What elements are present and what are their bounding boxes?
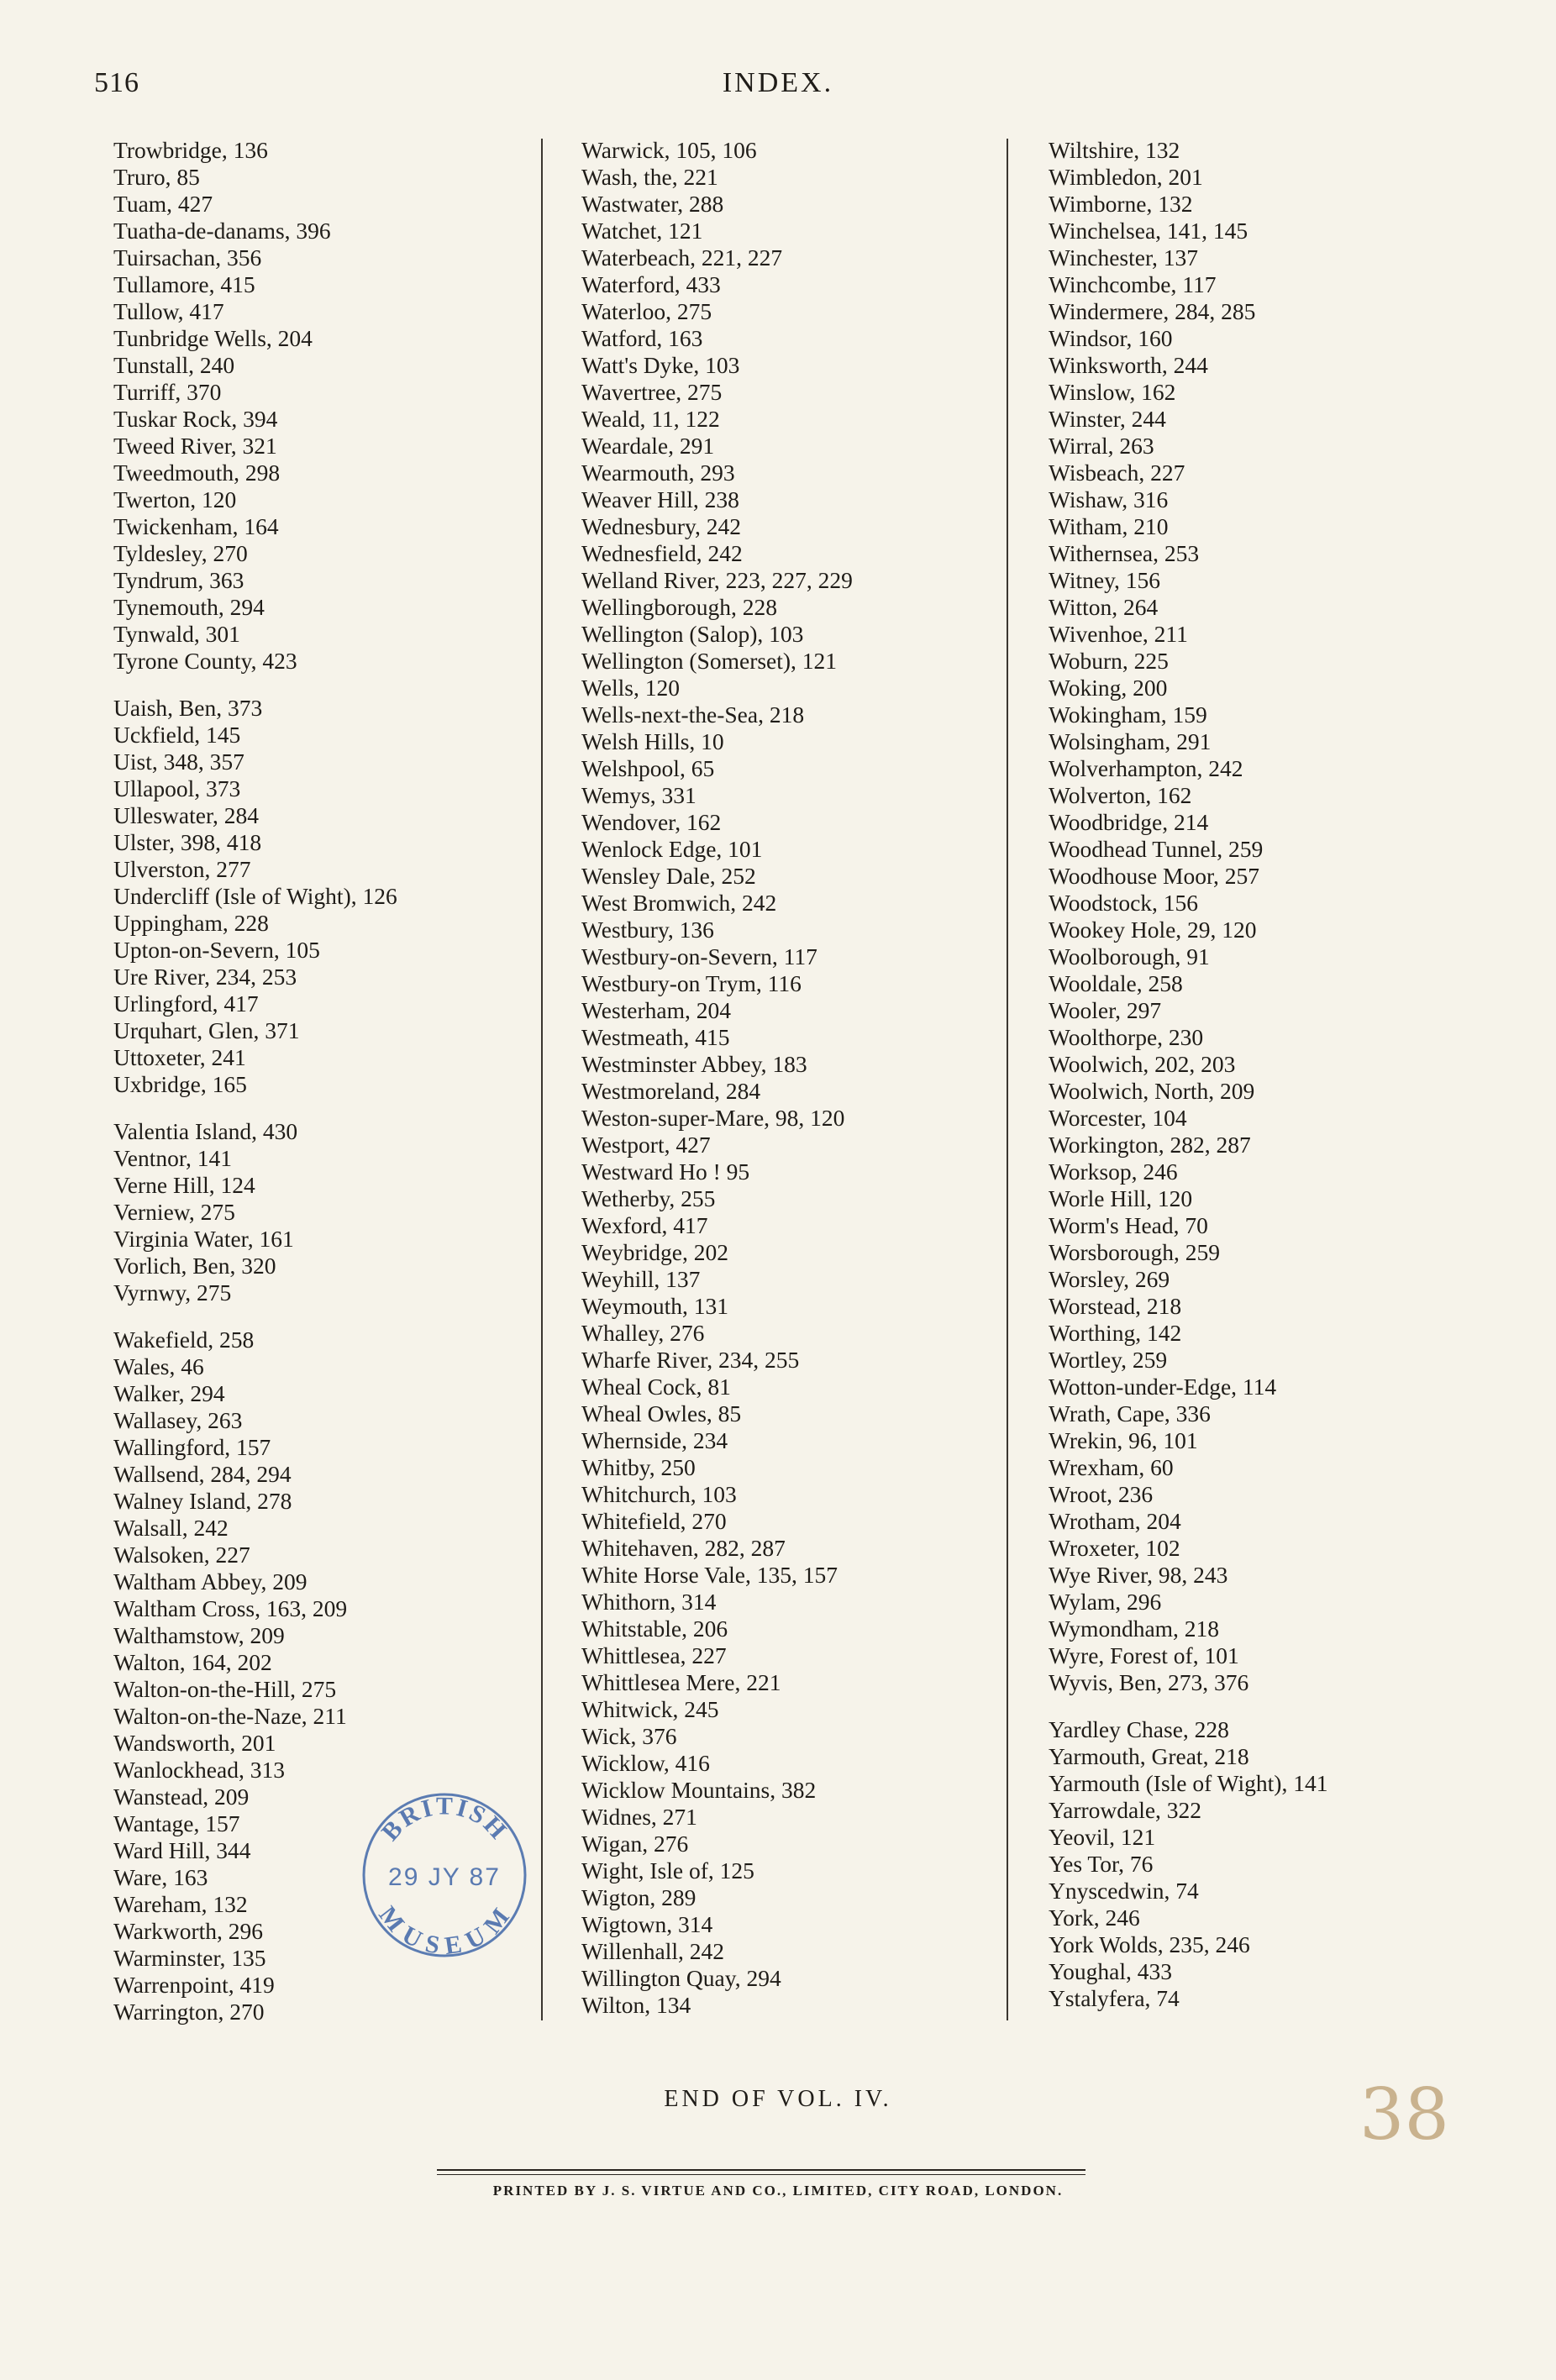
index-entry: Tuirsachan, 356 bbox=[113, 244, 262, 271]
index-entry: Westward Ho ! 95 bbox=[581, 1158, 750, 1185]
index-entry: Wavertree, 275 bbox=[581, 379, 723, 405]
index-entry: Virginia Water, 161 bbox=[113, 1226, 294, 1252]
index-entry: Wantage, 157 bbox=[113, 1810, 240, 1836]
index-entry: Wednesbury, 242 bbox=[581, 513, 741, 539]
index-entry: Westbury-on Trym, 116 bbox=[581, 970, 802, 996]
index-entry: Tweedmouth, 298 bbox=[113, 460, 281, 486]
index-entry: Wye River, 98, 243 bbox=[1049, 1562, 1228, 1588]
index-entry: Wicklow, 416 bbox=[581, 1750, 710, 1776]
index-entry: Ward Hill, 344 bbox=[113, 1837, 251, 1863]
index-entry: Twerton, 120 bbox=[113, 486, 237, 512]
index-entry: Worthing, 142 bbox=[1049, 1320, 1182, 1346]
index-entry: Weaver Hill, 238 bbox=[581, 486, 739, 512]
index-entry: Winchcombe, 117 bbox=[1049, 271, 1217, 297]
index-entry: Wheal Owles, 85 bbox=[581, 1400, 742, 1426]
index-entry: Wishaw, 316 bbox=[1049, 486, 1169, 512]
index-entry: Winchelsea, 141, 145 bbox=[1049, 218, 1248, 244]
index-entry: York Wolds, 235, 246 bbox=[1049, 1931, 1250, 1957]
index-entry: Winksworth, 244 bbox=[1049, 352, 1208, 378]
index-entry: Wirral, 263 bbox=[1049, 433, 1154, 459]
index-entry: Valentia Island, 430 bbox=[113, 1118, 298, 1144]
index-entry: Wigton, 289 bbox=[581, 1884, 697, 1910]
index-entry: Ulverston, 277 bbox=[113, 856, 251, 882]
index-entry: Wallingford, 157 bbox=[113, 1434, 271, 1460]
index-entry: Weybridge, 202 bbox=[581, 1239, 728, 1265]
index-entry: Warwick, 105, 106 bbox=[581, 137, 757, 163]
group-separator bbox=[1049, 1696, 1485, 1716]
index-entry: Wroot, 236 bbox=[1049, 1481, 1154, 1507]
index-entry: Weyhill, 137 bbox=[581, 1266, 701, 1292]
index-entry: Wrekin, 96, 101 bbox=[1049, 1427, 1198, 1453]
page-number: 516 bbox=[94, 67, 139, 98]
index-entry: Uaish, Ben, 373 bbox=[113, 695, 263, 721]
index-entry: Woodstock, 156 bbox=[1049, 890, 1199, 916]
index-entry: Warminster, 135 bbox=[113, 1945, 266, 1971]
index-entry: Twickenham, 164 bbox=[113, 513, 279, 539]
index-entry: Whitchurch, 103 bbox=[581, 1481, 737, 1507]
index-entry: Westmeath, 415 bbox=[581, 1024, 730, 1050]
column-rule-right bbox=[1007, 139, 1008, 2020]
index-entry: Wallasey, 263 bbox=[113, 1407, 243, 1433]
index-entry: Wisbeach, 227 bbox=[1049, 460, 1185, 486]
index-entry: Ulleswater, 284 bbox=[113, 802, 260, 828]
index-entry: Worsley, 269 bbox=[1049, 1266, 1170, 1292]
index-entry: Whalley, 276 bbox=[581, 1320, 705, 1346]
index-entry: Watchet, 121 bbox=[581, 218, 703, 244]
end-of-volume-note: END OF VOL. IV. bbox=[664, 2086, 892, 2112]
index-entry: Whernside, 234 bbox=[581, 1427, 728, 1453]
index-entry: Walsoken, 227 bbox=[113, 1542, 250, 1568]
index-entry: Windsor, 160 bbox=[1049, 325, 1173, 351]
index-entry: Waltham Cross, 163, 209 bbox=[113, 1595, 348, 1621]
index-entry: Wigtown, 314 bbox=[581, 1911, 713, 1937]
index-entry: Winchester, 137 bbox=[1049, 244, 1199, 271]
index-entry: Uppingham, 228 bbox=[113, 910, 269, 936]
index-entry: Wivenhoe, 211 bbox=[1049, 621, 1188, 647]
index-entry: Walton, 164, 202 bbox=[113, 1649, 272, 1675]
index-entry: Wales, 46 bbox=[113, 1353, 204, 1379]
index-entry: Truro, 85 bbox=[113, 164, 200, 190]
index-entry: Undercliff (Isle of Wight), 126 bbox=[113, 883, 397, 909]
index-entry: Watt's Dyke, 103 bbox=[581, 352, 740, 378]
index-entry: Wallsend, 284, 294 bbox=[113, 1461, 292, 1487]
index-entry: Yes Tor, 76 bbox=[1049, 1851, 1154, 1877]
index-entry: Westminster Abbey, 183 bbox=[581, 1051, 807, 1077]
index-entry: Willington Quay, 294 bbox=[581, 1965, 781, 1991]
index-entry: Uckfield, 145 bbox=[113, 722, 241, 748]
index-entry: Wotton-under-Edge, 114 bbox=[1049, 1374, 1277, 1400]
stamp-bottom-text: MUSEUM bbox=[373, 1901, 517, 1961]
index-entry: Whitwick, 245 bbox=[581, 1696, 719, 1722]
index-entry: Woburn, 225 bbox=[1049, 648, 1169, 674]
index-entry: Verniew, 275 bbox=[113, 1199, 235, 1225]
index-entry: Yarrowdale, 322 bbox=[1049, 1797, 1202, 1823]
index-entry: Wendover, 162 bbox=[581, 809, 722, 835]
index-entry: Vyrnwy, 275 bbox=[113, 1279, 232, 1306]
index-entry: Walsall, 242 bbox=[113, 1515, 229, 1541]
index-entry: Weston-super-Mare, 98, 120 bbox=[581, 1105, 845, 1131]
index-entry: Waterford, 433 bbox=[581, 271, 721, 297]
index-column-3 bbox=[1049, 137, 1485, 2012]
index-entry: Walton-on-the-Naze, 211 bbox=[113, 1703, 347, 1729]
index-entry: Urlingford, 417 bbox=[113, 990, 259, 1017]
index-entry: Weald, 11, 122 bbox=[581, 406, 720, 432]
index-entry: Yarmouth (Isle of Wight), 141 bbox=[1049, 1770, 1328, 1796]
index-column-1 bbox=[113, 137, 534, 2025]
index-entry: Yeovil, 121 bbox=[1049, 1824, 1156, 1850]
index-entry: Wednesfield, 242 bbox=[581, 540, 743, 566]
stamp-date: 29 JY 87 bbox=[388, 1863, 501, 1891]
index-entry: Willenhall, 242 bbox=[581, 1938, 724, 1964]
index-entry: York, 246 bbox=[1049, 1905, 1140, 1931]
index-entry: Weardale, 291 bbox=[581, 433, 715, 459]
index-letter-group bbox=[113, 1118, 534, 1306]
index-entry: Wolverhampton, 242 bbox=[1049, 755, 1243, 781]
british-museum-stamp bbox=[350, 1781, 539, 1970]
index-entry: Ynyscedwin, 74 bbox=[1049, 1878, 1199, 1904]
index-entry: Wells-next-the-Sea, 218 bbox=[581, 701, 805, 728]
index-entry: West Bromwich, 242 bbox=[581, 890, 777, 916]
group-separator bbox=[113, 1306, 534, 1327]
index-entry: Wight, Isle of, 125 bbox=[581, 1857, 754, 1884]
index-entry: Wooler, 297 bbox=[1049, 997, 1162, 1023]
index-entry: Watford, 163 bbox=[581, 325, 703, 351]
index-entry: Tuskar Rock, 394 bbox=[113, 406, 278, 432]
index-entry: Tyndrum, 363 bbox=[113, 567, 244, 593]
index-entry: Uttoxeter, 241 bbox=[113, 1044, 246, 1070]
index-entry: Worcester, 104 bbox=[1049, 1105, 1187, 1131]
index-entry: Trowbridge, 136 bbox=[113, 137, 268, 163]
index-entry: Turriff, 370 bbox=[113, 379, 222, 405]
index-entry: Tyldesley, 270 bbox=[113, 540, 248, 566]
printer-imprint: PRINTED BY J. S. VIRTUE AND CO., LIMITED, CITY ROAD, LONDON. bbox=[492, 2183, 1064, 2199]
index-entry: Wenlock Edge, 101 bbox=[581, 836, 763, 862]
index-entry: Witton, 264 bbox=[1049, 594, 1159, 620]
index-letter-group bbox=[581, 137, 1001, 2019]
index-entry: Westbury-on-Severn, 117 bbox=[581, 943, 817, 969]
index-entry: Worm's Head, 70 bbox=[1049, 1212, 1208, 1238]
index-entry: Verne Hill, 124 bbox=[113, 1172, 255, 1198]
index-entry: White Horse Vale, 135, 157 bbox=[581, 1562, 838, 1588]
index-entry: Walton-on-the-Hill, 275 bbox=[113, 1676, 337, 1702]
index-entry: Waltham Abbey, 209 bbox=[113, 1568, 308, 1595]
index-entry: Woodhead Tunnel, 259 bbox=[1049, 836, 1264, 862]
index-entry: Ventnor, 141 bbox=[113, 1145, 232, 1171]
index-entry: Warrington, 270 bbox=[113, 1999, 265, 2025]
index-entry: Tuam, 427 bbox=[113, 191, 213, 217]
index-entry: Whittlesea, 227 bbox=[581, 1642, 727, 1668]
index-column-2 bbox=[581, 137, 1001, 2019]
index-entry: Wemys, 331 bbox=[581, 782, 697, 808]
index-entry: Ware, 163 bbox=[113, 1864, 208, 1890]
index-entry: Wooldale, 258 bbox=[1049, 970, 1183, 996]
index-entry: Wimbledon, 201 bbox=[1049, 164, 1203, 190]
index-entry: Ullapool, 373 bbox=[113, 775, 241, 801]
index-entry: Worksop, 246 bbox=[1049, 1158, 1178, 1185]
index-entry: Wensley Dale, 252 bbox=[581, 863, 756, 889]
index-entry: Woodhouse Moor, 257 bbox=[1049, 863, 1260, 889]
index-entry: Wookey Hole, 29, 120 bbox=[1049, 917, 1257, 943]
index-entry: Urquhart, Glen, 371 bbox=[113, 1017, 300, 1043]
index-entry: Wellington (Salop), 103 bbox=[581, 621, 804, 647]
index-letter-group bbox=[1049, 137, 1485, 1696]
index-entry: Wareham, 132 bbox=[113, 1891, 248, 1917]
footer-rules bbox=[437, 2169, 1086, 2175]
index-entry: Woolthorpe, 230 bbox=[1049, 1024, 1204, 1050]
index-entry: Wanlockhead, 313 bbox=[113, 1757, 285, 1783]
running-head: INDEX. bbox=[722, 67, 834, 98]
index-entry: Warkworth, 296 bbox=[113, 1918, 264, 1944]
index-entry: Youghal, 433 bbox=[1049, 1958, 1172, 1984]
index-entry: Wylam, 296 bbox=[1049, 1589, 1162, 1615]
index-entry: Tweed River, 321 bbox=[113, 433, 277, 459]
index-entry: Winslow, 162 bbox=[1049, 379, 1176, 405]
index-entry: Wharfe River, 234, 255 bbox=[581, 1347, 800, 1373]
index-entry: Whitby, 250 bbox=[581, 1454, 696, 1480]
index-entry: Worsborough, 259 bbox=[1049, 1239, 1221, 1265]
index-entry: Tunstall, 240 bbox=[113, 352, 235, 378]
index-entry: Wakefield, 258 bbox=[113, 1327, 255, 1353]
index-entry: Wigan, 276 bbox=[581, 1831, 689, 1857]
index-entry: Walker, 294 bbox=[113, 1380, 225, 1406]
index-entry: Woolwich, North, 209 bbox=[1049, 1078, 1255, 1104]
index-entry: Tyrone County, 423 bbox=[113, 648, 297, 674]
index-entry: Uist, 348, 357 bbox=[113, 749, 244, 775]
index-entry: Witney, 156 bbox=[1049, 567, 1161, 593]
index-entry: Wolsingham, 291 bbox=[1049, 728, 1212, 754]
index-entry: Uxbridge, 165 bbox=[113, 1071, 247, 1097]
index-entry: Wick, 376 bbox=[581, 1723, 677, 1749]
index-entry: Wymondham, 218 bbox=[1049, 1616, 1220, 1642]
index-entry: Wilton, 134 bbox=[581, 1992, 691, 2018]
stamp-graphic bbox=[350, 1781, 539, 1970]
index-entry: Wearmouth, 293 bbox=[581, 460, 735, 486]
group-separator bbox=[113, 1098, 534, 1118]
index-entry: Wimborne, 132 bbox=[1049, 191, 1193, 217]
index-entry: Warrenpoint, 419 bbox=[113, 1972, 275, 1998]
index-entry: Whitefield, 270 bbox=[581, 1508, 727, 1534]
index-entry: Ure River, 234, 253 bbox=[113, 964, 297, 990]
index-entry: Woolborough, 91 bbox=[1049, 943, 1210, 969]
index-entry: Widnes, 271 bbox=[581, 1804, 697, 1830]
shelf-mark: 38 bbox=[1359, 2073, 1449, 2156]
stamp-top-text: BRITISH bbox=[376, 1792, 513, 1847]
index-entry: Wrotham, 204 bbox=[1049, 1508, 1181, 1534]
index-entry: Wyre, Forest of, 101 bbox=[1049, 1642, 1239, 1668]
index-entry: Weymouth, 131 bbox=[581, 1293, 728, 1319]
group-separator bbox=[113, 675, 534, 695]
index-entry: Worle Hill, 120 bbox=[1049, 1185, 1193, 1211]
index-entry: Whitehaven, 282, 287 bbox=[581, 1535, 786, 1561]
index-entry: Wellingborough, 228 bbox=[581, 594, 778, 620]
index-entry: Witham, 210 bbox=[1049, 513, 1169, 539]
index-entry: Tullamore, 415 bbox=[113, 271, 255, 297]
index-entry: Worstead, 218 bbox=[1049, 1293, 1182, 1319]
index-entry: Whitstable, 206 bbox=[581, 1616, 728, 1642]
index-entry: Ystalyfera, 74 bbox=[1049, 1985, 1180, 2011]
index-entry: Wiltshire, 132 bbox=[1049, 137, 1180, 163]
index-entry: Wortley, 259 bbox=[1049, 1347, 1168, 1373]
index-entry: Wrath, Cape, 336 bbox=[1049, 1400, 1211, 1426]
index-entry: Welsh Hills, 10 bbox=[581, 728, 724, 754]
index-entry: Woodbridge, 214 bbox=[1049, 809, 1209, 835]
index-entry: Wokingham, 159 bbox=[1049, 701, 1207, 728]
index-entry: Walthamstow, 209 bbox=[113, 1622, 285, 1648]
index-entry: Workington, 282, 287 bbox=[1049, 1132, 1251, 1158]
index-entry: Wetherby, 255 bbox=[581, 1185, 716, 1211]
index-entry: Wroxeter, 102 bbox=[1049, 1535, 1180, 1561]
index-entry: Wells, 120 bbox=[581, 675, 680, 701]
index-entry: Whittlesea Mere, 221 bbox=[581, 1669, 781, 1695]
index-entry: Waterloo, 275 bbox=[581, 298, 712, 324]
index-entry: Westport, 427 bbox=[581, 1132, 711, 1158]
index-entry: Wheal Cock, 81 bbox=[581, 1374, 731, 1400]
index-entry: Wastwater, 288 bbox=[581, 191, 724, 217]
index-entry: Vorlich, Ben, 320 bbox=[113, 1253, 276, 1279]
index-entry: Tynemouth, 294 bbox=[113, 594, 265, 620]
index-entry: Wyvis, Ben, 273, 376 bbox=[1049, 1669, 1249, 1695]
index-entry: Wash, the, 221 bbox=[581, 164, 718, 190]
index-entry: Tullow, 417 bbox=[113, 298, 224, 324]
index-entry: Wolverton, 162 bbox=[1049, 782, 1192, 808]
index-entry: Upton-on-Severn, 105 bbox=[113, 937, 320, 963]
index-entry: Tuatha-de-danams, 396 bbox=[113, 218, 331, 244]
index-entry: Tunbridge Wells, 204 bbox=[113, 325, 313, 351]
index-entry: Wellington (Somerset), 121 bbox=[581, 648, 838, 674]
index-entry: Whithorn, 314 bbox=[581, 1589, 717, 1615]
index-entry: Wrexham, 60 bbox=[1049, 1454, 1174, 1480]
index-entry: Wandsworth, 201 bbox=[113, 1730, 276, 1756]
index-entry: Woolwich, 202, 203 bbox=[1049, 1051, 1236, 1077]
index-entry: Windermere, 284, 285 bbox=[1049, 298, 1256, 324]
index-entry: Tynwald, 301 bbox=[113, 621, 240, 647]
index-letter-group bbox=[113, 137, 534, 675]
index-entry: Yarmouth, Great, 218 bbox=[1049, 1743, 1249, 1769]
index-letter-group bbox=[1049, 1716, 1485, 2012]
index-entry: Woking, 200 bbox=[1049, 675, 1168, 701]
index-entry: Welland River, 223, 227, 229 bbox=[581, 567, 853, 593]
index-entry: Walney Island, 278 bbox=[113, 1488, 292, 1514]
index-letter-group bbox=[113, 695, 534, 1098]
index-entry: Yardley Chase, 228 bbox=[1049, 1716, 1229, 1742]
index-entry: Winster, 244 bbox=[1049, 406, 1166, 432]
index-entry: Wicklow Mountains, 382 bbox=[581, 1777, 817, 1803]
index-entry: Westbury, 136 bbox=[581, 917, 714, 943]
index-entry: Westmoreland, 284 bbox=[581, 1078, 761, 1104]
column-rule-left bbox=[541, 139, 543, 2020]
index-entry: Withernsea, 253 bbox=[1049, 540, 1200, 566]
index-entry: Wexford, 417 bbox=[581, 1212, 708, 1238]
index-entry: Wanstead, 209 bbox=[113, 1784, 250, 1810]
index-entry: Ulster, 398, 418 bbox=[113, 829, 262, 855]
index-entry: Welshpool, 65 bbox=[581, 755, 715, 781]
index-entry: Waterbeach, 221, 227 bbox=[581, 244, 783, 271]
index-entry: Westerham, 204 bbox=[581, 997, 732, 1023]
